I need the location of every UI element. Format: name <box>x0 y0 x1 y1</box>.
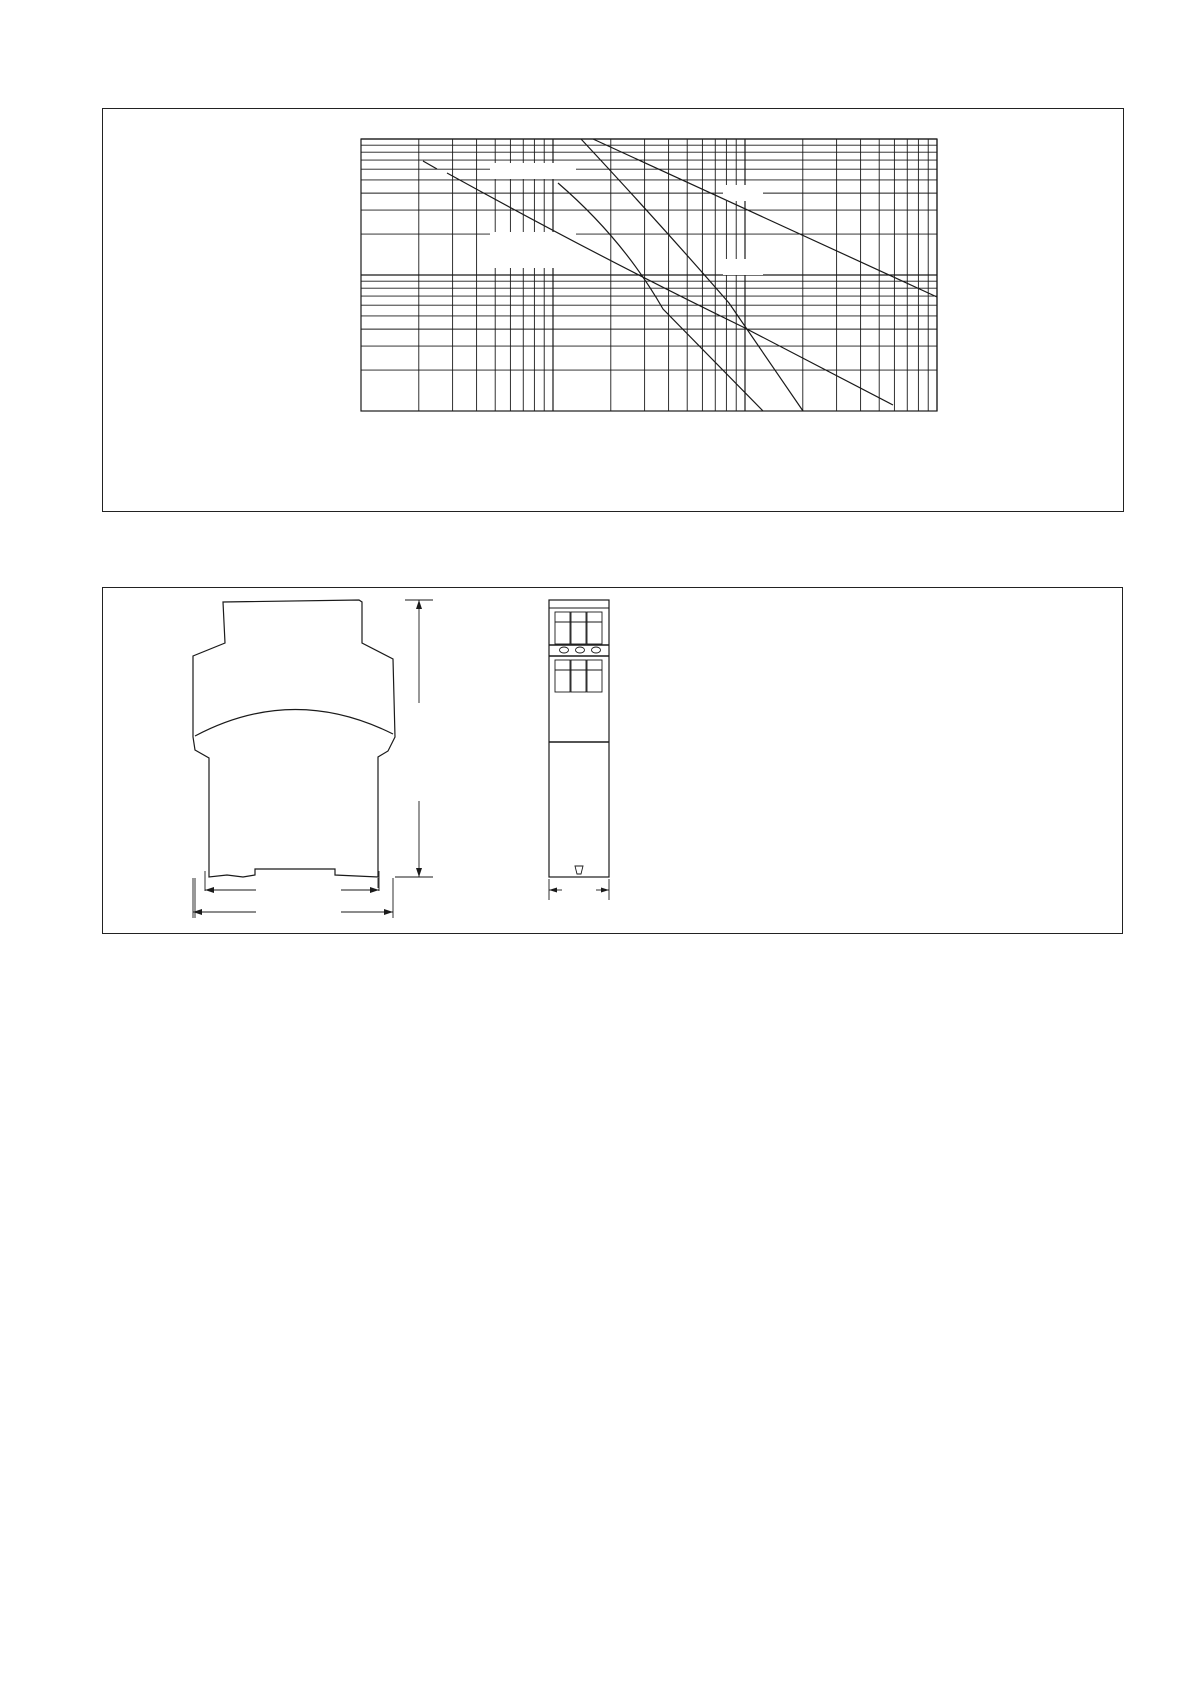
height-arrow-up <box>416 600 422 609</box>
lower-terminal-1 <box>555 660 570 692</box>
side-width-arrow-right <box>601 888 609 893</box>
upper-terminal-2 <box>571 612 586 644</box>
side-width-arrow-left <box>549 888 557 893</box>
front-view-outline <box>193 600 395 877</box>
lower-terminal-2 <box>571 660 586 692</box>
dimension-drawing <box>103 588 1124 935</box>
label-blank-right-upper <box>723 185 763 201</box>
characteristic-curve-4 <box>558 183 763 411</box>
led-indicator-3 <box>592 647 601 653</box>
height-arrow-down <box>416 868 422 877</box>
outer-width-arrow-right <box>384 909 393 915</box>
log-log-chart <box>103 109 1125 513</box>
label-blank-upper <box>490 163 576 179</box>
upper-terminal-3 <box>587 612 602 644</box>
led-indicator-1 <box>560 647 569 653</box>
label-blank-right-lower <box>723 259 763 275</box>
din-rail-clip <box>575 866 583 874</box>
upper-terminal-1 <box>555 612 570 644</box>
dimension-drawing-panel <box>102 587 1123 934</box>
outer-width-arrow-left <box>193 909 202 915</box>
lower-terminal-3 <box>587 660 602 692</box>
led-indicator-2 <box>576 647 585 653</box>
characteristic-curve-1 <box>423 161 437 169</box>
side-view-outline <box>549 600 609 877</box>
characteristic-chart-panel <box>102 108 1124 512</box>
front-view-curved-cover <box>195 709 393 736</box>
inner-width-arrow-left <box>205 887 214 893</box>
label-blank-middle <box>490 232 576 268</box>
